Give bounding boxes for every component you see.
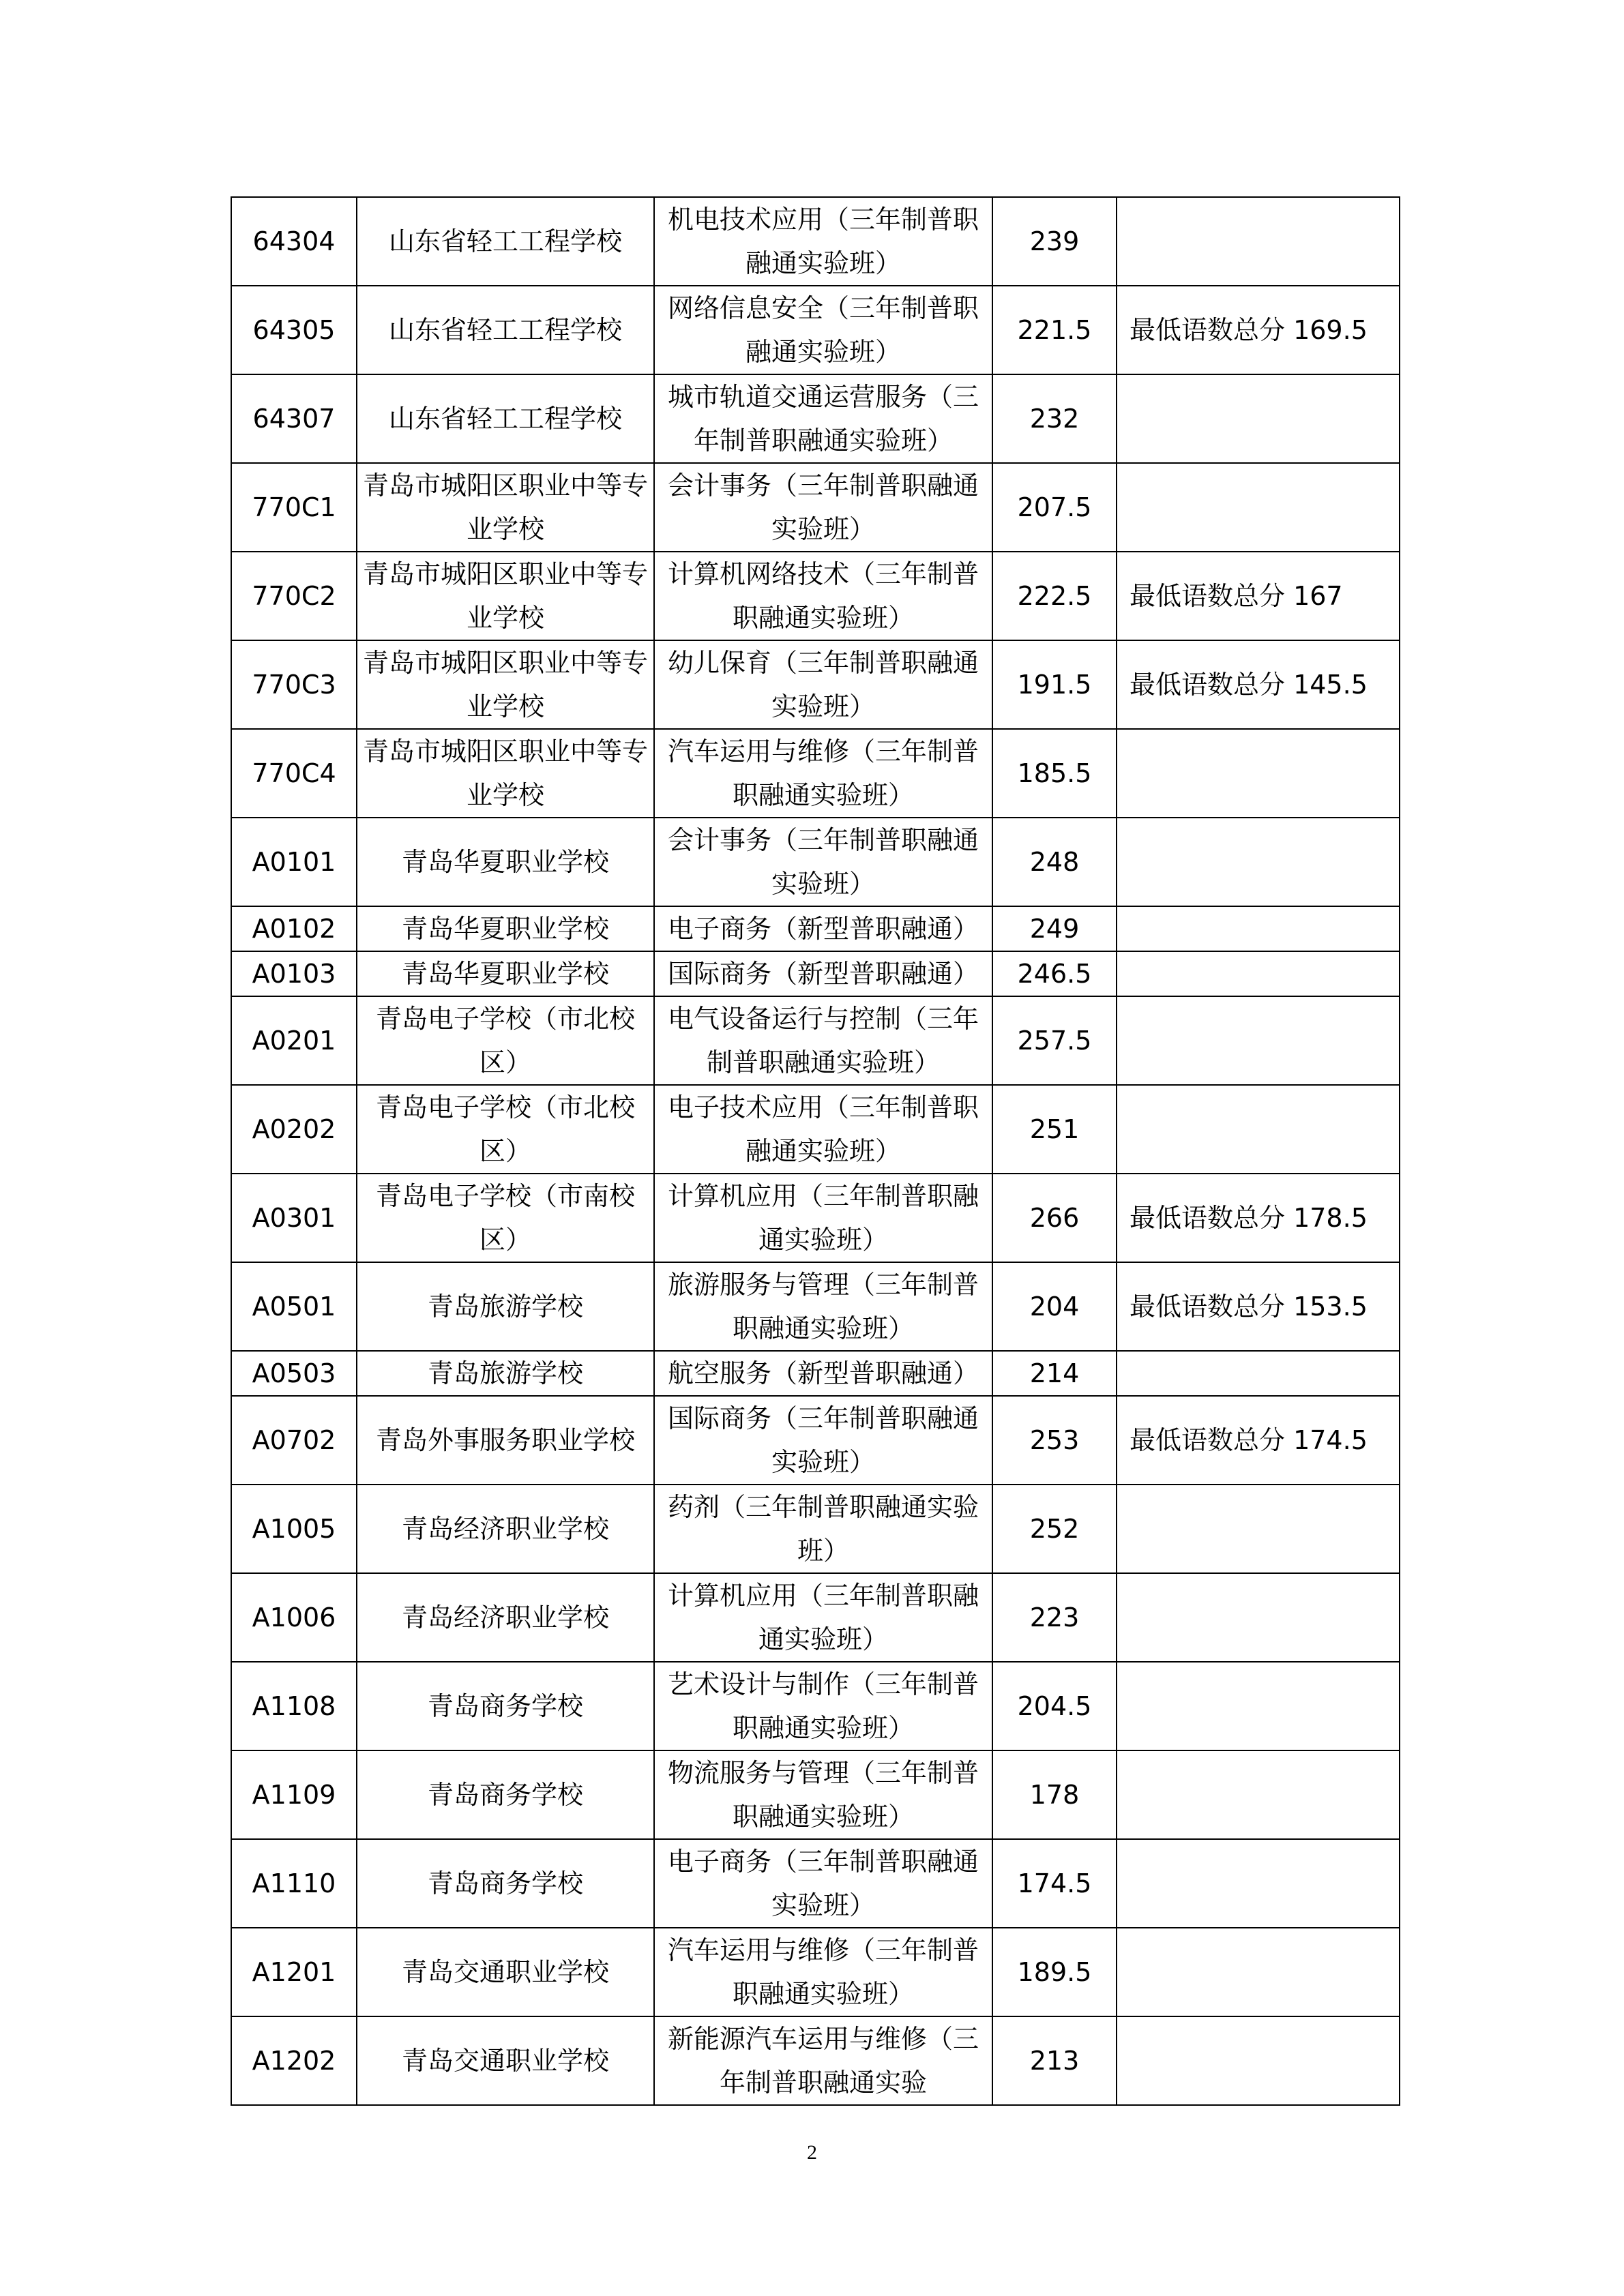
major-name-cell: 网络信息安全（三年制普职融通实验班）: [654, 286, 992, 374]
school-code-cell: A0503: [231, 1351, 357, 1396]
major-name-cell: 物流服务与管理（三年制普职融通实验班）: [654, 1750, 992, 1839]
min-score-cell: 214: [992, 1351, 1117, 1396]
school-code-cell: 770C3: [231, 640, 357, 729]
table-row: [231, 729, 1400, 818]
school-name-cell: 青岛商务学校: [357, 1662, 654, 1750]
school-name-cell: 青岛华夏职业学校: [357, 906, 654, 951]
school-code-cell: A0501: [231, 1262, 357, 1351]
remark-cell: [1117, 818, 1400, 906]
remark-cell: 最低语数总分 145.5: [1117, 640, 1400, 729]
remark-cell: [1117, 1750, 1400, 1839]
min-score-cell: 266: [992, 1174, 1117, 1262]
school-code-cell: A1005: [231, 1485, 357, 1573]
table-row: [231, 374, 1400, 463]
remark-cell: [1117, 1485, 1400, 1573]
min-score-cell: 189.5: [992, 1928, 1117, 2016]
min-score-cell: 191.5: [992, 640, 1117, 729]
table-row: [231, 1573, 1400, 1662]
major-name-cell: 会计事务（三年制普职融通实验班）: [654, 463, 992, 552]
major-name-cell: 汽车运用与维修（三年制普职融通实验班）: [654, 729, 992, 818]
school-name-cell: 青岛市城阳区职业中等专业学校: [357, 552, 654, 640]
school-name-cell: 青岛电子学校（市北校区）: [357, 1085, 654, 1174]
min-score-cell: 204: [992, 1262, 1117, 1351]
school-code-cell: 770C4: [231, 729, 357, 818]
table-row: [231, 1351, 1400, 1396]
major-name-cell: 幼儿保育（三年制普职融通实验班）: [654, 640, 992, 729]
table-row: [231, 640, 1400, 729]
table-row: [231, 197, 1400, 286]
remark-cell: [1117, 2016, 1400, 2105]
remark-cell: [1117, 463, 1400, 552]
major-name-cell: 航空服务（新型普职融通）: [654, 1351, 992, 1396]
major-name-cell: 国际商务（三年制普职融通实验班）: [654, 1396, 992, 1485]
min-score-cell: 248: [992, 818, 1117, 906]
min-score-cell: 185.5: [992, 729, 1117, 818]
table-row: [231, 1262, 1400, 1351]
school-name-cell: 青岛商务学校: [357, 1839, 654, 1928]
major-name-cell: 新能源汽车运用与维修（三年制普职融通实验: [654, 2016, 992, 2105]
major-name-cell: 计算机应用（三年制普职融通实验班）: [654, 1573, 992, 1662]
school-code-cell: A1108: [231, 1662, 357, 1750]
min-score-cell: 178: [992, 1750, 1117, 1839]
school-code-cell: A0102: [231, 906, 357, 951]
major-name-cell: 机电技术应用（三年制普职融通实验班）: [654, 197, 992, 286]
table-row: [231, 1750, 1400, 1839]
table-row: [231, 1085, 1400, 1174]
school-code-cell: 64305: [231, 286, 357, 374]
min-score-cell: 174.5: [992, 1839, 1117, 1928]
school-name-cell: 青岛外事服务职业学校: [357, 1396, 654, 1485]
major-name-cell: 汽车运用与维修（三年制普职融通实验班）: [654, 1928, 992, 2016]
table-row: [231, 818, 1400, 906]
major-name-cell: 城市轨道交通运营服务（三年制普职融通实验班）: [654, 374, 992, 463]
school-name-cell: 青岛旅游学校: [357, 1262, 654, 1351]
major-name-cell: 国际商务（新型普职融通）: [654, 951, 992, 996]
school-code-cell: A1109: [231, 1750, 357, 1839]
major-name-cell: 电子技术应用（三年制普职融通实验班）: [654, 1085, 992, 1174]
table-row: [231, 951, 1400, 996]
table-row: [231, 1396, 1400, 1485]
min-score-cell: 239: [992, 197, 1117, 286]
school-code-cell: A1110: [231, 1839, 357, 1928]
min-score-cell: 204.5: [992, 1662, 1117, 1750]
major-name-cell: 电气设备运行与控制（三年制普职融通实验班）: [654, 996, 992, 1085]
school-name-cell: 青岛电子学校（市北校区）: [357, 996, 654, 1085]
remark-cell: [1117, 996, 1400, 1085]
school-name-cell: 青岛经济职业学校: [357, 1485, 654, 1573]
remark-cell: [1117, 1662, 1400, 1750]
min-score-cell: 246.5: [992, 951, 1117, 996]
school-name-cell: 青岛商务学校: [357, 1750, 654, 1839]
major-name-cell: 艺术设计与制作（三年制普职融通实验班）: [654, 1662, 992, 1750]
school-code-cell: A1201: [231, 1928, 357, 2016]
major-name-cell: 药剂（三年制普职融通实验班）: [654, 1485, 992, 1573]
school-code-cell: 64304: [231, 197, 357, 286]
major-name-cell: 电子商务（新型普职融通）: [654, 906, 992, 951]
school-code-cell: 770C1: [231, 463, 357, 552]
table-row: [231, 552, 1400, 640]
table-row: [231, 996, 1400, 1085]
table-row: [231, 906, 1400, 951]
school-code-cell: A1202: [231, 2016, 357, 2105]
school-name-cell: 山东省轻工工程学校: [357, 374, 654, 463]
school-name-cell: 青岛交通职业学校: [357, 1928, 654, 2016]
table-row: [231, 286, 1400, 374]
school-code-cell: A0103: [231, 951, 357, 996]
table-row: [231, 1174, 1400, 1262]
school-name-cell: 青岛交通职业学校: [357, 2016, 654, 2105]
school-name-cell: 青岛华夏职业学校: [357, 951, 654, 996]
table-body: [231, 197, 1400, 2105]
school-code-cell: A0101: [231, 818, 357, 906]
school-name-cell: 青岛市城阳区职业中等专业学校: [357, 729, 654, 818]
table-row: [231, 2016, 1400, 2105]
school-code-cell: 64307: [231, 374, 357, 463]
remark-cell: [1117, 374, 1400, 463]
major-name-cell: 计算机应用（三年制普职融通实验班）: [654, 1174, 992, 1262]
min-score-cell: 257.5: [992, 996, 1117, 1085]
remark-cell: [1117, 951, 1400, 996]
admission-score-table: [231, 196, 1400, 2106]
table-row: [231, 1928, 1400, 2016]
page-number: 2: [807, 2141, 817, 2164]
school-name-cell: 青岛电子学校（市南校区）: [357, 1174, 654, 1262]
school-name-cell: 青岛市城阳区职业中等专业学校: [357, 463, 654, 552]
min-score-cell: 249: [992, 906, 1117, 951]
min-score-cell: 253: [992, 1396, 1117, 1485]
school-name-cell: 青岛经济职业学校: [357, 1573, 654, 1662]
school-code-cell: A1006: [231, 1573, 357, 1662]
remark-cell: [1117, 906, 1400, 951]
remark-cell: 最低语数总分 167: [1117, 552, 1400, 640]
remark-cell: [1117, 1085, 1400, 1174]
school-code-cell: A0702: [231, 1396, 357, 1485]
remark-cell: [1117, 1351, 1400, 1396]
school-name-cell: 青岛市城阳区职业中等专业学校: [357, 640, 654, 729]
min-score-cell: 223: [992, 1573, 1117, 1662]
table-row: [231, 1839, 1400, 1928]
major-name-cell: 计算机网络技术（三年制普职融通实验班）: [654, 552, 992, 640]
min-score-cell: 221.5: [992, 286, 1117, 374]
min-score-cell: 213: [992, 2016, 1117, 2105]
school-name-cell: 山东省轻工工程学校: [357, 197, 654, 286]
table-row: [231, 463, 1400, 552]
min-score-cell: 207.5: [992, 463, 1117, 552]
table-row: [231, 1485, 1400, 1573]
major-name-cell: 电子商务（三年制普职融通实验班）: [654, 1839, 992, 1928]
min-score-cell: 232: [992, 374, 1117, 463]
major-name-cell: 旅游服务与管理（三年制普职融通实验班）: [654, 1262, 992, 1351]
remark-cell: [1117, 729, 1400, 818]
remark-cell: 最低语数总分 169.5: [1117, 286, 1400, 374]
school-name-cell: 青岛旅游学校: [357, 1351, 654, 1396]
school-code-cell: A0201: [231, 996, 357, 1085]
school-name-cell: 青岛华夏职业学校: [357, 818, 654, 906]
school-code-cell: A0202: [231, 1085, 357, 1174]
remark-cell: 最低语数总分 178.5: [1117, 1174, 1400, 1262]
min-score-cell: 222.5: [992, 552, 1117, 640]
remark-cell: [1117, 1573, 1400, 1662]
remark-cell: [1117, 1928, 1400, 2016]
school-name-cell: 山东省轻工工程学校: [357, 286, 654, 374]
min-score-cell: 251: [992, 1085, 1117, 1174]
school-code-cell: 770C2: [231, 552, 357, 640]
remark-cell: 最低语数总分 174.5: [1117, 1396, 1400, 1485]
remark-cell: [1117, 197, 1400, 286]
table-row: [231, 1662, 1400, 1750]
remark-cell: [1117, 1839, 1400, 1928]
remark-cell: 最低语数总分 153.5: [1117, 1262, 1400, 1351]
major-name-cell: 会计事务（三年制普职融通实验班）: [654, 818, 992, 906]
min-score-cell: 252: [992, 1485, 1117, 1573]
school-code-cell: A0301: [231, 1174, 357, 1262]
